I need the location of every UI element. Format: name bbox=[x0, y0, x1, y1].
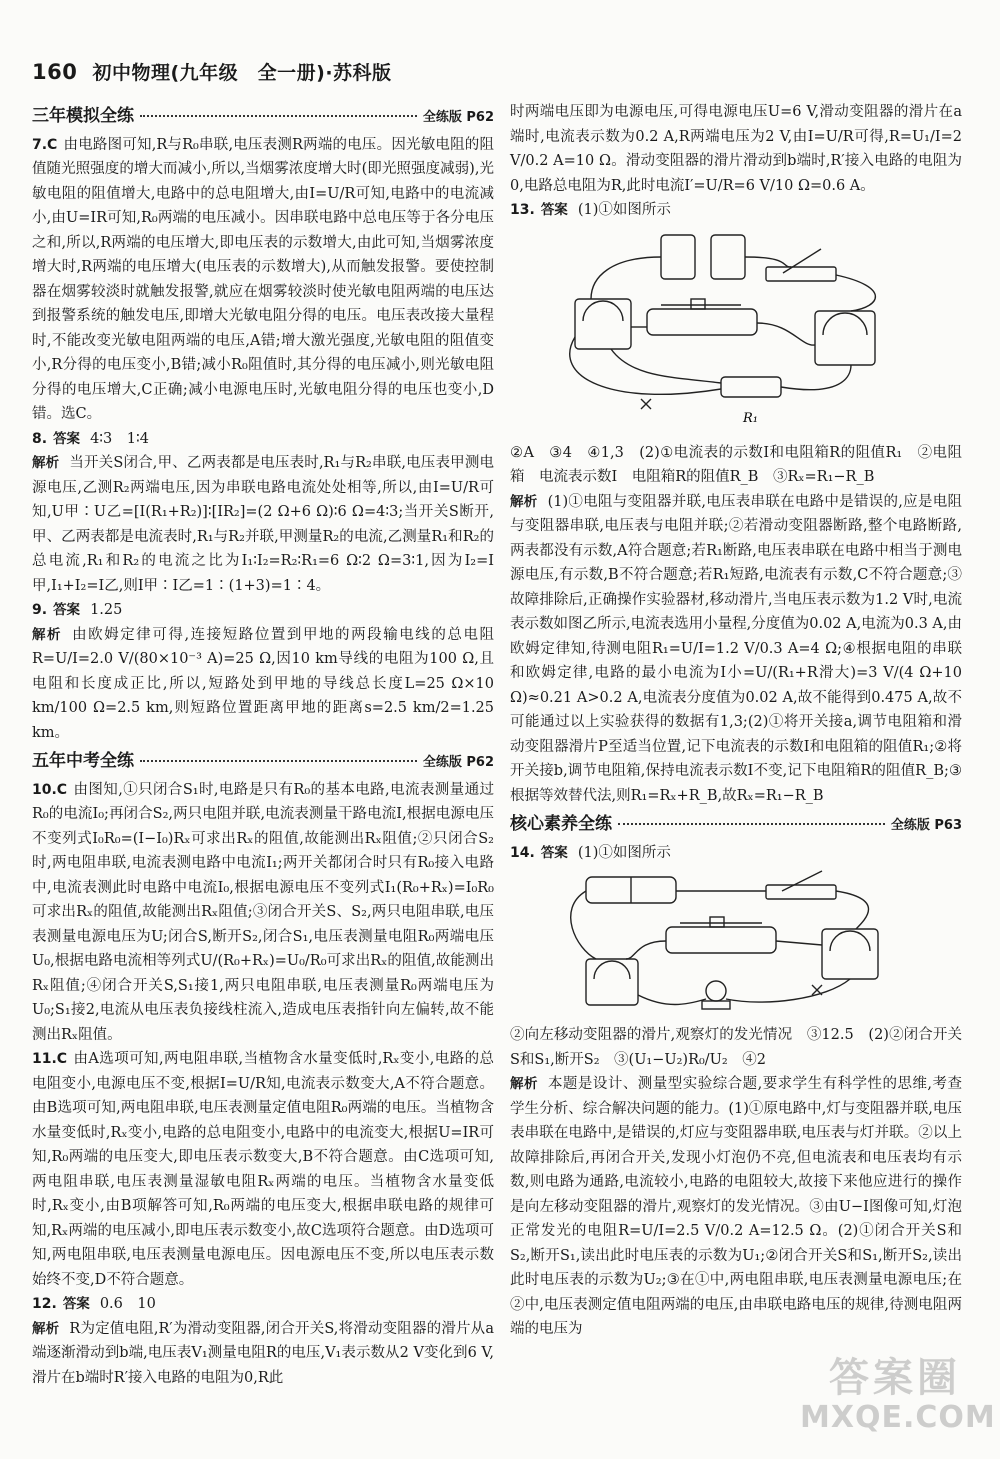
resistor-r1 bbox=[721, 377, 781, 397]
answer-text: 1.25 bbox=[90, 602, 123, 618]
question-number: 10.C bbox=[32, 781, 68, 798]
answer-label: 答案 bbox=[53, 602, 81, 618]
answer-label: 答案 bbox=[540, 202, 568, 218]
question-12-analysis bbox=[32, 1317, 494, 1391]
analysis-text: 本题是设计、测量型实验综合题,要求学生有科学性的思维,考查学生分析、综合解决问题的能力。(1)①原电路中,灯与变阻器并联,电压表串联在电路中,是错误的,灯应与变阻器串联,电压表与灯并联。②以上故障排除后,再闭合开关,发现小灯泡仍不亮,但电流表和电压表均有示数,则电路为通路,电流较小,电路的电阻较大,故接下来他应进行的操作是向左移动变阻器的滑片,观察灯的发光情况。③由U−I图像可知,灯泡正常发光的电阻R=U/I=2.5 V/0.2 A=12.5 Ω。(2)①闭合开关S和S₂,断开S₁,读出此时电压表的示数为U₁;②闭合开关S和S₁,断开S₂,读出此时电压表的示数为U₂;③在①中,两电阻串联,电压表测量电源电压;在②中,电压表测定值电阻两端的电压,由串联电路电压的规律,待测电阻两端的电压为 bbox=[510, 1076, 962, 1337]
question-text: 由电路图可知,R与R₀串联,电压表测R两端的电压。因光敏电阻的阻值随光照强度的增大而减小,所以,当烟雾浓度增大时(即光照强度减弱),光敏电阻的阻值增大,电路中的总电阻增大,由I=U/R可知,电路中的电流减小,由U=IR可知,R₀两端的电压减小。因串联电路中总电压等于各分电压之和,所以,R两端的电压增大,即电压表的示数增大,由此可知,当烟雾浓度增大时,R两端的电压增大(电压表的示数增大),从而触发报警。要使控制器在烟雾较淡时就触发报警,就应在烟雾较淡时使光敏电阻两端的电压达到报警系统的触发电压,即增大光敏电阻分得的电压。电压表改接大量程时,不能改变光敏电阻两端的电压,A错;增大激光强度,光敏电阻的阻值变小,R分得的电压变小,B错;减小R₀阻值时,其分得的电压减小,则光敏电阻分得的电压增大,C正确;减小电源电压时,光敏电阻分得的电压也变小,D错。选C。 bbox=[32, 136, 494, 422]
battery-1 bbox=[661, 235, 695, 279]
analysis-text: (1)①电阻与变阻器并联,电压表串联在电路中是错误的,应是电阻与变阻器串联,电压表与电阻并联;②若滑动变阻器断路,整个电路断路,两表都没有示数,A符合题意;若R₁断路,电压表串联在电路中相当于测电源电压,有示数,B不符合题意;若R₁短路,电流表有示数,C不符合题意;③故障排除后,正确操作实验器材,移动滑片,当电压表示数为1.2 V时,电流表示数如图乙所示,电流表选用小量程,分度值为0.02 A,电流为0.3 A,由欧姆定律知,待测电阻R₁=U/I=1.2 V/0.3 A=4 Ω;④根据电阻的串联和欧姆定律,电路的最小电流为I小=U/(R₁+R滑大)=3 V/(4 Ω+10 Ω)≈0.21 A>0.2 A,电流表分度值为0.02 A,故不能得到0.475 A,故不可能通过以上实验获得的数据有1,3;(2)①将开关接a,调节电阻箱和滑动变阻器滑片P至适当位置,记下电流表的示数I和电阻箱的阻值R₁;②将开关接b,调节电阻箱,保持电流表示数I不变,记下电阻箱R的阻值R_B;③根据等效替代法,则R₁=Rₓ+R_B,故Rₓ=R₁−R_B bbox=[510, 493, 963, 804]
rheostat bbox=[666, 927, 776, 953]
analysis-label: 解析 bbox=[32, 1320, 60, 1337]
answer-text: ②向左移动变阻器的滑片,观察灯的发光情况 ③12.5 (2)②闭合开关S和S₁,断开S₂ ③(U₁−U₂)R₀/U₂ ④2 bbox=[510, 1027, 962, 1068]
question-number: 8. bbox=[32, 430, 48, 447]
lamp bbox=[706, 981, 726, 1001]
question-12-answer bbox=[32, 1292, 494, 1317]
analysis-text: R为定值电阻,R′为滑动变阻器,闭合开关S,将滑动变阻器的滑片从a端逐渐滑动到b端,电压表V₁测量电阻R的电压,V₁表示数从2 V变化到6 V,滑片在b端时R′接入电路的电阻为0,R此 bbox=[32, 1320, 495, 1386]
answer-text: 0.6 10 bbox=[99, 1296, 156, 1312]
right-column bbox=[510, 100, 962, 1342]
question-text: 由图知,①只闭合S₁时,电路是只有R₀的基本电路,电流表测量通过R₀的电流I₀;再闭合S₂,两只电阻并联,电流表测量干路电流I,根据电源电压不变列式I₀R₀=(I−I₀)Rₓ可求出Rₓ的阻值,故能测出Rₓ阻值;②只闭合S₂时,两电阻串联,电流表测电路中电流I₁;两开关都闭合时只有R₀接入电路中,电流表测此时电路中电流I₀,根据电源电压不变列式I₁(R₀+Rₓ)=I₀R₀可求出Rₓ的阻值,故能测出Rₓ阻值;③闭合开关S、S₂,两只电阻串联,电压表测量电源电压为U;闭合S,断开S₂,闭合S₁,电压表测量电阻R₀两端电压U₀,根据电路电流相等列式U/(R₀+Rₓ)=U₀/R₀可求出Rₓ的阻值,故能测出Rₓ阻值;④闭合开关S,S₁接1,两只电阻串联,电压表测量R₀两端电压为U₀;S₁接2,电流从电压表负接线柱流入,造成电压表指针向左偏转,故不能测出Rₓ阻值。 bbox=[32, 781, 494, 1043]
answer-label: 答案 bbox=[53, 430, 81, 447]
left-column bbox=[32, 100, 494, 1390]
voltmeter bbox=[815, 311, 875, 365]
question-13-answer bbox=[510, 198, 962, 223]
answer-text: (1)①如图所示 bbox=[577, 202, 671, 218]
rheostat bbox=[647, 309, 757, 335]
question-14-answer bbox=[510, 841, 962, 866]
page-number: 160 bbox=[32, 60, 78, 84]
book-title: 初中物理(九年级 全一册)·苏科版 bbox=[92, 62, 392, 84]
voltmeter bbox=[586, 959, 638, 1005]
section-title: 核心素养全练 bbox=[510, 814, 612, 834]
question-9-answer bbox=[32, 598, 494, 623]
question-number: 14. bbox=[510, 844, 535, 861]
answer-label: 答案 bbox=[540, 844, 568, 861]
analysis-label: 解析 bbox=[32, 626, 63, 643]
question-8-analysis bbox=[32, 451, 494, 598]
site-watermark bbox=[800, 1355, 996, 1438]
analysis-label: 解析 bbox=[32, 455, 60, 471]
switch bbox=[766, 267, 836, 281]
answer-text: 4∶3 1∶4 bbox=[90, 430, 150, 447]
battery-2 bbox=[711, 235, 745, 279]
answer-text: ②A ③4 ④1,3 (2)①电流表的示数I和电阻箱R的阻值R₁ ②电阻箱 电流表示数I 电阻箱R的阻值R_B ③Rₓ=R₁−R_B bbox=[510, 444, 962, 485]
section-page-ref: 全练版 P62 bbox=[422, 755, 494, 770]
ammeter bbox=[822, 929, 878, 979]
analysis-label: 解析 bbox=[510, 493, 538, 510]
analysis-text: 时两端电压即为电源电压,可得电源电压U=6 V,滑动变阻器的滑片在a端时,电流表示数为0.2 A,R两端电压为2 V,由I=U/R可得,R=U₁/I=2 V/0.2 A=10 Ω。滑动变阻器的滑片滑动到b端时,R′接入电路的电阻为0,电路总电阻为R,此时电流I′=U/R=6 V/10 Ω=0.6 A。 bbox=[510, 104, 962, 194]
circuit-diagram-14 bbox=[566, 869, 906, 1019]
analysis-label: 解析 bbox=[510, 1076, 538, 1092]
resistor-label: R₁ bbox=[743, 410, 758, 426]
question-number: 11.C bbox=[32, 1051, 68, 1067]
question-number: 7.C bbox=[32, 136, 58, 153]
question-11 bbox=[32, 1047, 494, 1292]
dotted-leader bbox=[618, 823, 885, 825]
question-number: 9. bbox=[32, 602, 48, 618]
section-page-ref: 全练版 P62 bbox=[422, 110, 494, 125]
section-heading-three-year bbox=[32, 104, 494, 131]
question-7 bbox=[32, 133, 494, 427]
question-12-continued bbox=[510, 100, 962, 198]
answer-label: 答案 bbox=[62, 1296, 90, 1312]
page-header bbox=[32, 60, 972, 86]
question-13-analysis bbox=[510, 490, 962, 809]
watermark-logo-text: 答案圈 bbox=[829, 1355, 961, 1401]
question-14-answer-continued bbox=[510, 1023, 962, 1072]
dotted-leader bbox=[140, 115, 417, 117]
question-10 bbox=[32, 778, 494, 1048]
section-heading-five-year bbox=[32, 749, 494, 776]
section-page-ref: 全练版 P63 bbox=[890, 818, 962, 833]
ammeter bbox=[575, 299, 631, 349]
analysis-text: 由欧姆定律可得,连接短路位置到甲地的两段输电线的总电阻R=U/I=2.0 V/(80×10⁻³ A)=25 Ω,因10 km导线的电阻为100 Ω,且电阻和长度成正比,所以,短路处到甲地的导线总长度L=25 Ω×10 km/100 Ω=2.5 km,则短路位置距离甲地的距离s=2.5 km/2=1.25 km。 bbox=[32, 626, 495, 741]
section-heading-core bbox=[510, 812, 962, 839]
question-text: 由A选项可知,两电阻串联,当植物含水量变低时,Rₓ变小,电路的总电阻变小,电源电压不变,根据I=U/R知,电流表示数变大,A不符合题意。由B选项可知,两电阻串联,电压表测量定值电阻R₀两端的电压。当植物含水量变低时,Rₓ变小,电路的总电阻变小,电路中的电流变大,根据U=IR可知,R₀两端的电压变大,即电压表示数变大,B不符合题意。由C选项可知,两电阻串联,电压表测量湿敏电阻Rₓ两端的电压。当植物含水量变低时,Rₓ变小,由B项解答可知,R₀两端的电压变大,根据串联电路的规律可知,Rₓ两端的电压减小,即电压表示数变小,故C选项符合题意。由D选项可知,两电阻串联,电压表测量电源电压。因电源电压不变,所以电压表示数始终不变,D不符合题意。 bbox=[32, 1051, 494, 1288]
question-8-answer bbox=[32, 427, 494, 452]
switch bbox=[766, 885, 836, 899]
section-title: 三年模拟全练 bbox=[32, 106, 134, 126]
analysis-text: 当开关S闭合,甲、乙两表都是电压表时,R₁与R₂串联,电压表甲测电源电压,乙测R₂两端电压,因为串联电路电流处处相等,所以,由I=U/R可知,U甲∶U乙=[I(R₁+R₂)]∶[IR₂]=(2 Ω+6 Ω)∶6 Ω=4∶3;当开关S断开,甲、乙两表都是电流表时,R₁与R₂并联,甲测量R₂的电流,乙测量R₁和R₂的总电流,R₁和R₂的电流之比为I₁∶I₂=R₂∶R₁=6 Ω∶2 Ω=3∶1,因为I₂=I甲,I₁+I₂=I乙,则I甲∶I乙=1∶(1+3)=1∶4。 bbox=[32, 455, 494, 594]
answer-text: (1)①如图所示 bbox=[577, 844, 671, 861]
section-title: 五年中考全练 bbox=[32, 751, 134, 771]
question-9-analysis bbox=[32, 623, 494, 746]
circuit-diagram-13 bbox=[551, 227, 921, 437]
question-14-analysis bbox=[510, 1072, 962, 1342]
watermark-url: MXQE.COM bbox=[800, 1400, 996, 1435]
question-number: 13. bbox=[510, 202, 535, 218]
question-13-answer-continued bbox=[510, 441, 962, 490]
question-number: 12. bbox=[32, 1296, 57, 1312]
dotted-leader bbox=[140, 760, 417, 762]
